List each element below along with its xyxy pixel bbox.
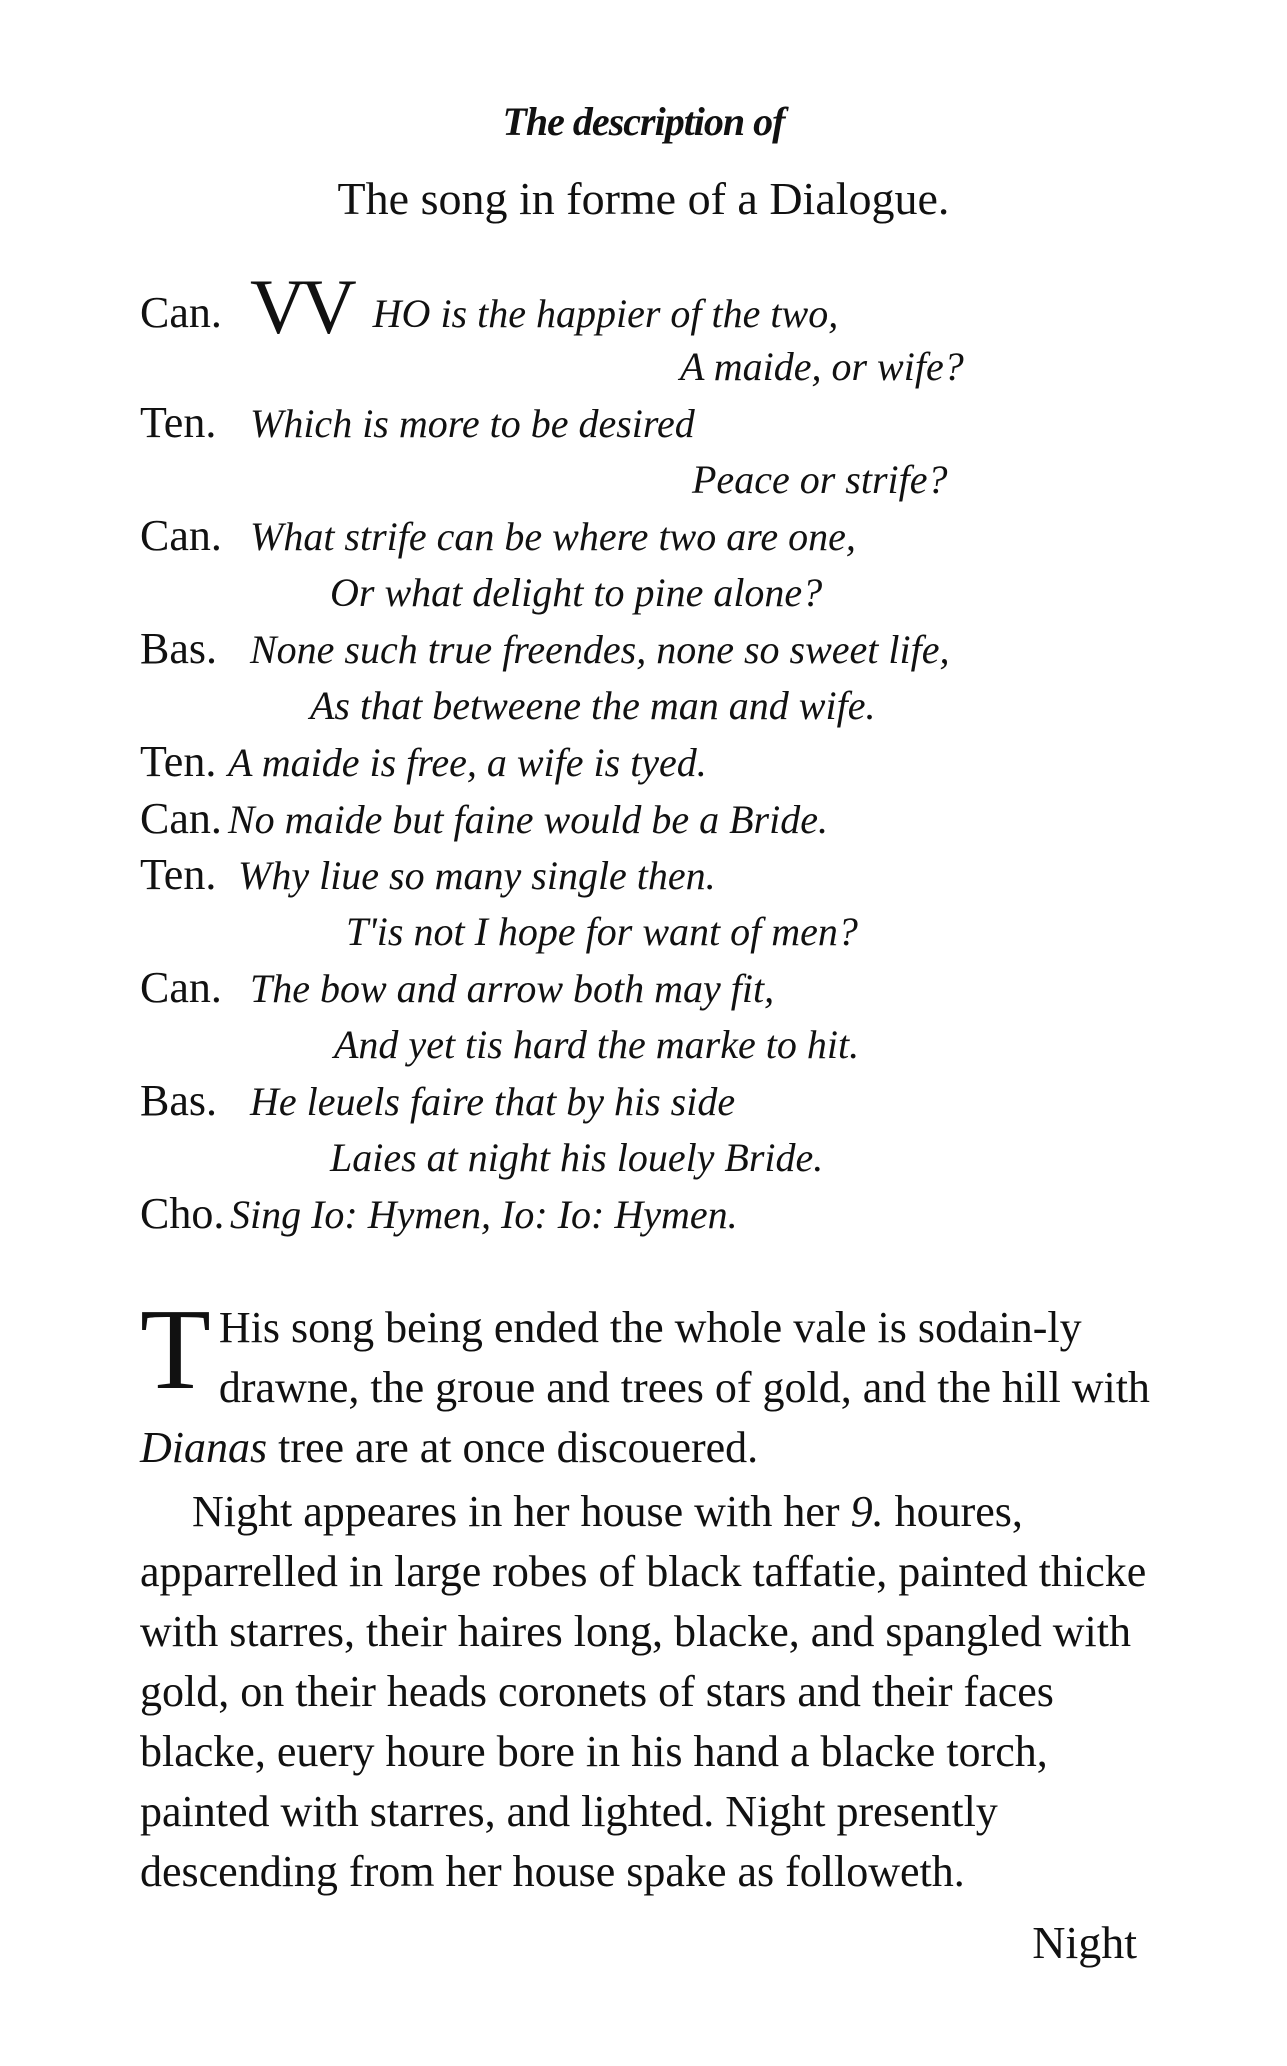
dialogue-line (140, 734, 1140, 791)
speaker-label: Can. (140, 793, 222, 843)
paragraph-1-lead: His song being ended the whole vale is sodain-ly drawne, the groue and trees of gold, and the hill with (218, 1303, 1150, 1412)
paragraph-1 (140, 1286, 1150, 1478)
paragraph-1-tail: tree are at once discouered. (267, 1423, 759, 1472)
ornamental-initial: VV (250, 263, 351, 350)
dialogue-line (140, 452, 1140, 509)
dialogue-line (140, 1130, 1140, 1187)
dialogue-line (140, 339, 1140, 396)
verse-text: Which is more to be desired (250, 401, 695, 446)
verse-text: What strife can be where two are one, (250, 514, 856, 559)
paragraph-2 (140, 1482, 1150, 1902)
diana-name: Dianas (140, 1423, 268, 1472)
dialogue-line (140, 791, 1140, 848)
dialogue-line (140, 1017, 1140, 1074)
speaker-label: Can. (140, 963, 222, 1012)
verse-text: Sing Io: Hymen, Io: Io: Hymen. (230, 1192, 738, 1237)
dialogue-line (140, 508, 1140, 565)
speaker-label: Ten. (140, 850, 217, 899)
prose-block (140, 1286, 1150, 1902)
verse-text: As that betweene the man and wife. (310, 682, 876, 728)
verse-text: None such true freendes, none so sweet life, (250, 627, 950, 672)
catchword: Night (1032, 1917, 1137, 1968)
speaker-label: Ten. (140, 737, 217, 786)
speaker-label: Bas. (140, 1076, 217, 1125)
verse-text: HO is the happier of the two, (372, 291, 839, 336)
running-title: The description of (502, 99, 785, 144)
verse-text: Peace or strife? (692, 456, 948, 502)
song-title: The song in forme of a Dialogue. (337, 173, 950, 224)
speaker-label: Cho. (140, 1189, 225, 1238)
dialogue-line (140, 263, 1140, 350)
speaker-label: Bas. (140, 624, 217, 673)
dialogue-line (140, 1186, 1140, 1243)
verse-text: A maide, or wife? (680, 343, 964, 389)
speaker-label: Can. (140, 288, 222, 337)
verse-text: No maide but faine would be a Bride. (228, 796, 828, 842)
verse-text: He leuels faire that by his side (250, 1079, 736, 1124)
dialogue-line (140, 565, 1140, 622)
verse-text: And yet tis hard the marke to hit. (334, 1021, 860, 1067)
paragraph-2-tail: houres, apparrelled in large robes of black taffatie, painted thicke with starres, their haires long, blacke, and spangled with gold, on their heads coronets of stars and their faces blacke, euery houre bore in his hand a blacke torch, painted with starres, and lighted. Night presently descending from her house spake as followeth. (140, 1487, 1147, 1896)
dialogue-line (140, 904, 1140, 961)
speaker-label: Ten. (140, 398, 217, 447)
drop-cap: T (140, 1286, 211, 1414)
dialogue-block (140, 263, 1140, 1243)
dialogue-line (140, 395, 1140, 452)
hour-count: 9. (850, 1487, 884, 1536)
dialogue-line (140, 1073, 1140, 1130)
speaker-label: Can. (140, 511, 222, 560)
dialogue-line (140, 678, 1140, 735)
verse-text: The bow and arrow both may fit, (250, 966, 775, 1011)
dialogue-line (140, 621, 1140, 678)
verse-text: Or what delight to pine alone? (330, 569, 823, 615)
verse-text: A maide is free, a wife is tyed. (228, 740, 707, 785)
dialogue-line (140, 960, 1140, 1017)
paragraph-2-lead: Night appeares in her house with her (192, 1487, 851, 1536)
dialogue-line (140, 847, 1140, 904)
verse-text: Laies at night his louely Bride. (330, 1134, 824, 1180)
verse-text: T'is not I hope for want of men? (346, 908, 858, 954)
verse-text: Why liue so many single then. (238, 853, 716, 898)
